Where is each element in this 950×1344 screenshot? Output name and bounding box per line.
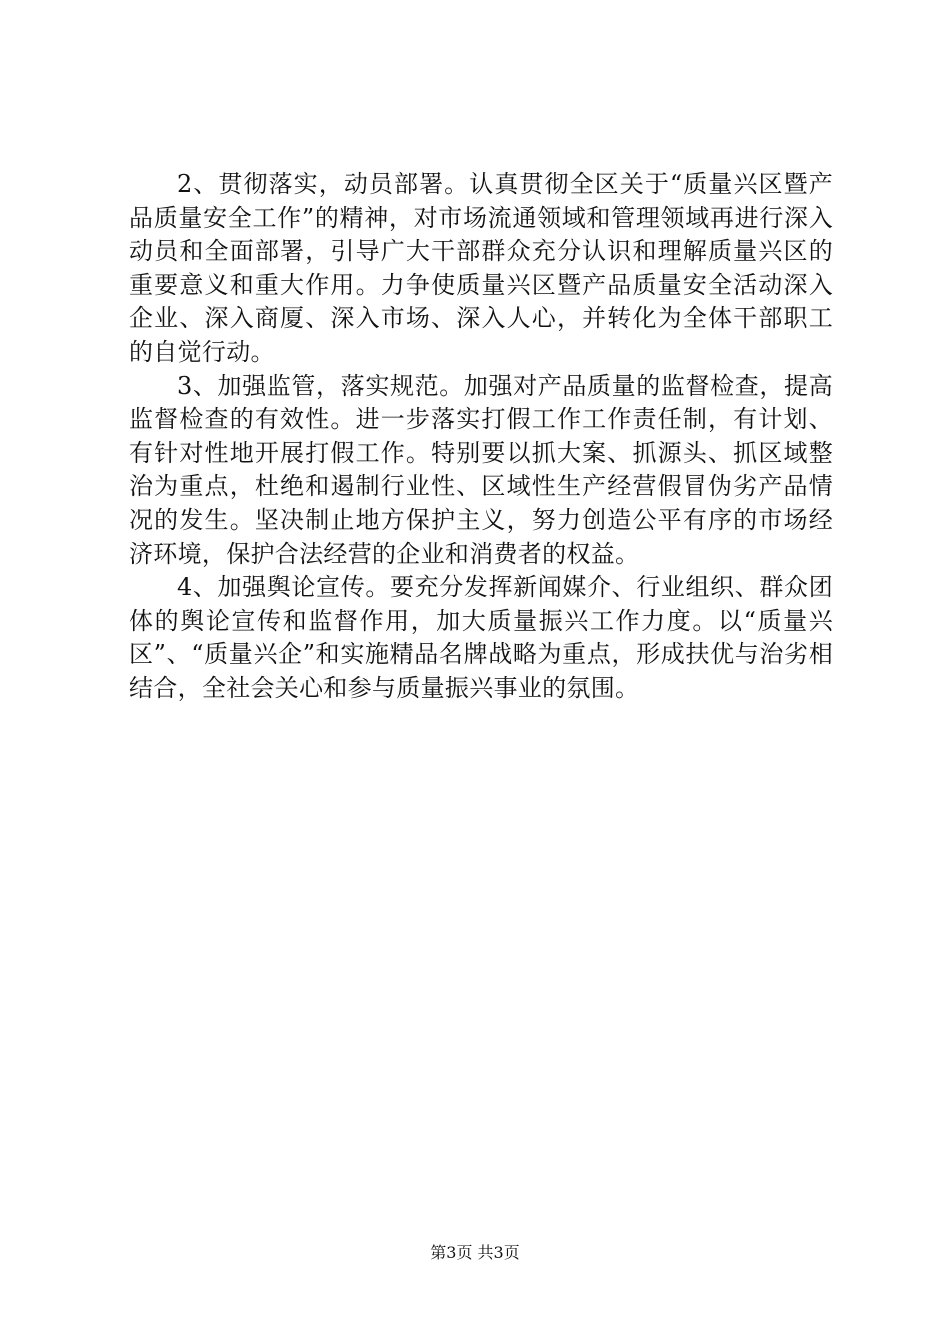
- document-body: [129, 168, 833, 706]
- paragraph-2: 2、贯彻落实，动员部署。认真贯彻全区关于“质量兴区暨产品质量安全工作”的精神，对市场流通领域和管理领域再进行深入动员和全面部署，引导广大干部群众充分认识和理解质量兴区的重要意义和重大作用。力争使质量兴区暨产品质量安全活动深入企业、深入商厦、深入市场、深入人心，并转化为全体干部职工的自觉行动。: [129, 170, 833, 366]
- paragraph-4: 4、加强舆论宣传。要充分发挥新闻媒介、行业组织、群众团体的舆论宣传和监督作用，加大质量振兴工作力度。以“质量兴区”、“质量兴企”和实施精品名牌战略为重点，形成扶优与治劣相结合，全社会关心和参与质量振兴事业的氛围。: [129, 573, 833, 702]
- paragraph-3: 3、加强监管，落实规范。加强对产品质量的监督检查，提高监督检查的有效性。进一步落实打假工作工作责任制，有计划、有针对性地开展打假工作。特别要以抓大案、抓源头、抓区域整治为重点，杜绝和遏制行业性、区域性生产经营假冒伪劣产品情况的发生。坚决制止地方保护主义，努力创造公平有序的市场经济环境，保护合法经营的企业和消费者的权益。: [129, 371, 833, 568]
- page-footer: 第3页 共3页: [430, 1243, 520, 1262]
